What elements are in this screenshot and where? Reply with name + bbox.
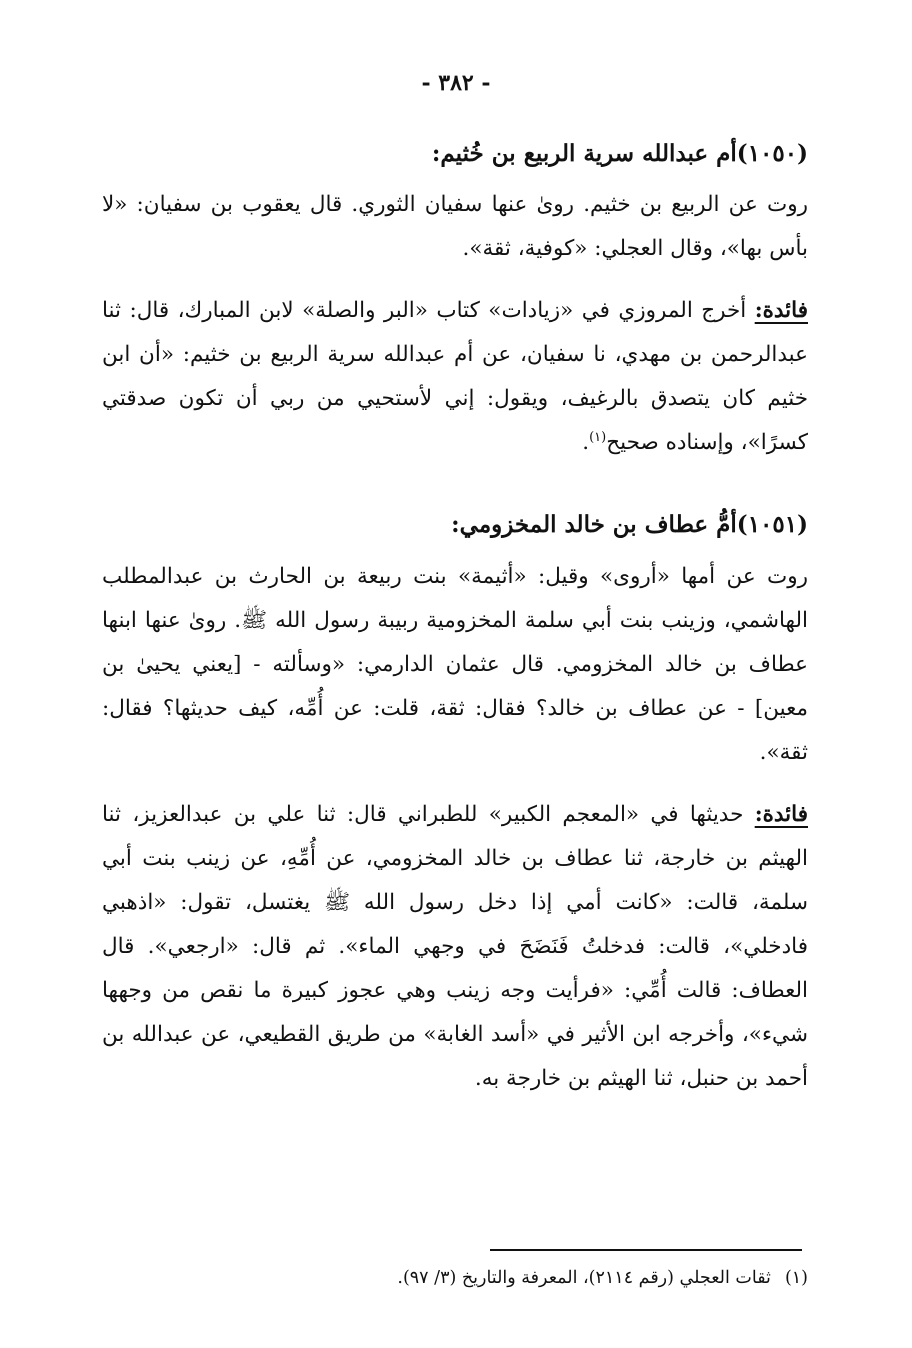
footnote-reference[interactable]: (١) — [589, 429, 607, 445]
entry-paragraph-1050: روت عن الربيع بن خثيم. روىٰ عنها سفيان الثوري. قال يعقوب بن سفيان: «لا بأس بها»، وقال العجلي: «كوفية، ثقة». — [102, 192, 808, 261]
footnote-text: ثقات العجلي (رقم ٢١١٤)، المعرفة والتاريخ (٣/ ٩٧). — [397, 1268, 771, 1288]
benefit-label: فائدة: — [754, 802, 808, 827]
benefit-text: حديثها في «المعجم الكبير» للطبراني قال: ثنا علي بن عبدالعزيز، ثنا الهيثم بن خارجة، ثنا عطاف بن خالد المخزومي، عن أُمِّهِ، عن زينب بنت أبي سلمة، قالت: «كانت أمي إذا دخل رسول الله ﷺ يغتسل، تقول: «اذهبي فادخلي»، قالت: فدخلتُ فَنَضَحَ في وجهي الماء». ثم قال: «ارجعي». قال العطاف: قالت أُمِّي: «فرأيت وجه زينب وهي عجوز كبيرة ما نقص من وجهها شيء»، وأخرجه ابن الأثير في «أسد الغابة» من طريق القطيعي، عن عبدالله بن أحمد بن حنبل، ثنا الهيثم بن خارجة به. — [102, 802, 808, 1091]
footnote-marker: (١) — [784, 1268, 808, 1288]
footnote — [397, 1268, 808, 1288]
footnote-separator — [490, 1249, 802, 1251]
benefit-paragraph-1051 — [102, 793, 808, 1101]
entry-heading-1050: (١٠٥٠)أم عبدالله سرية الربيع بن خُثيم: — [431, 140, 808, 167]
benefit-label: فائدة: — [754, 298, 808, 323]
entry-paragraph-1051: روت عن أمها «أروى» وقيل: «أثيمة» بنت ربيعة بن الحارث بن عبدالمطلب الهاشمي، وزينب بنت أبي سلمة المخزومية ربيبة رسول الله ﷺ. روىٰ عنها ابنها عطاف بن خالد المخزومي. قال عثمان الدارمي: «وسألته - [يعني يحيىٰ بن معين] - عن عطاف بن خالد؟ فقال: ثقة، قلت: عن أُمِّه، كيف حديثها؟ فقال: ثقة». — [102, 564, 808, 765]
benefit-text: أخرج المروزي في «زيادات» كتاب «البر والصلة» لابن المبارك، قال: ثنا عبدالرحمن بن مهدي، نا سفيان، عن أم عبدالله سرية الربيع بن خثيم: «أن ابن خثيم كان يتصدق بالرغيف، ويقول: إني لأستحيي من ربي أن تكون صدقتي كسرًا»، وإسناده صحيح — [102, 298, 808, 455]
benefit-end: . — [582, 430, 590, 455]
page-number: - ٣٨٢ - — [421, 70, 491, 96]
entry-heading-1051: (١٠٥١)أمُّ عطاف بن خالد المخزومي: — [451, 511, 808, 538]
benefit-paragraph-1050 — [102, 289, 808, 465]
